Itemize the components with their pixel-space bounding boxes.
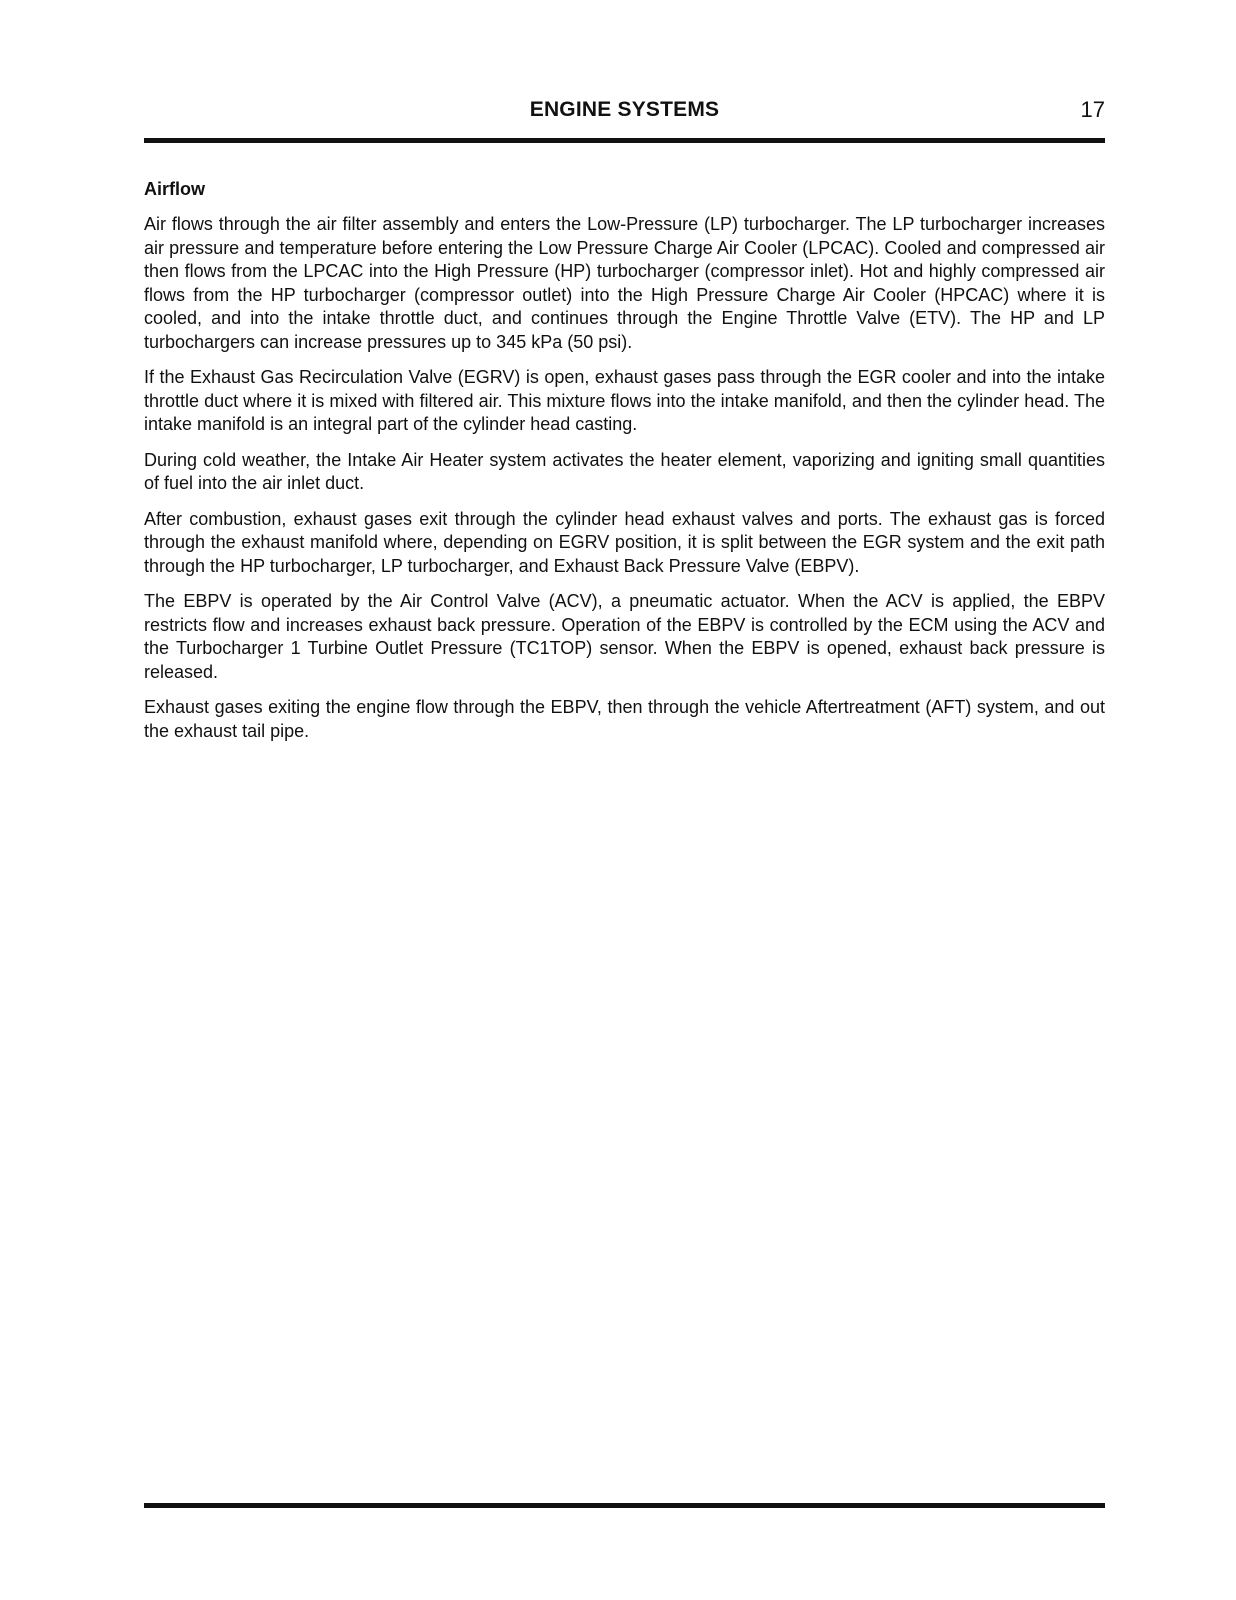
header-divider [144, 138, 1105, 143]
paragraph-aftertreatment: Exhaust gases exiting the engine flow through the EBPV, then through the vehicle Aftertreatment (AFT) system, and out the exhaust tail pipe. [144, 697, 1105, 741]
page-header [144, 94, 1105, 128]
page-number: 17 [1080, 97, 1105, 122]
section-airflow [144, 177, 1105, 755]
paragraph-intake-air-heater: During cold weather, the Intake Air Heater system activates the heater element, vaporizing and igniting small quantities of fuel into the air inlet duct. [144, 449, 1105, 493]
paragraph-airflow-path: Air flows through the air filter assembly and enters the Low-Pressure (LP) turbocharger. The LP turbocharger increases air pressure and temperature before entering the Low Pressure Charge Air Cooler (LPCAC). Cooled and compressed air then flows from the LPCAC into the High Pressure (HP) turbocharger (compressor inlet). Hot and highly compressed air flows from the HP turbocharger (compressor outlet) into the High Pressure Charge Air Cooler (HPCAC) where it is cooled, and into the intake throttle duct, and continues through the Engine Throttle Valve (ETV). The HP and LP turbochargers can increase pressures up to 345 kPa (50 psi). [144, 214, 1105, 352]
paragraph-combustion-exhaust: After combustion, exhaust gases exit through the cylinder head exhaust valves and ports. The exhaust gas is forced through the exhaust manifold where, depending on EGRV position, it is split between the EGR system and the exit path through the HP turbocharger, LP turbocharger, and Exhaust Back Pressure Valve (EBPV). [144, 508, 1105, 576]
paragraph-egr: If the Exhaust Gas Recirculation Valve (EGRV) is open, exhaust gases pass through the EGR cooler and into the intake throttle duct where it is mixed with filtered air. This mixture flows into the intake manifold, and then the cylinder head. The intake manifold is an integral part of the cylinder head casting. [144, 367, 1105, 434]
footer-divider [144, 1503, 1105, 1508]
section-heading: Airflow [144, 179, 205, 199]
paragraph-ebpv: The EBPV is operated by the Air Control Valve (ACV), a pneumatic actuator. When the ACV is applied, the EBPV restricts flow and increases exhaust back pressure. Operation of the EBPV is controlled by the ECM using the ACV and the Turbocharger 1 Turbine Outlet Pressure (TC1TOP) sensor. When the EBPV is opened, exhaust back pressure is released. [144, 591, 1105, 682]
page-title: ENGINE SYSTEMS [529, 98, 720, 121]
